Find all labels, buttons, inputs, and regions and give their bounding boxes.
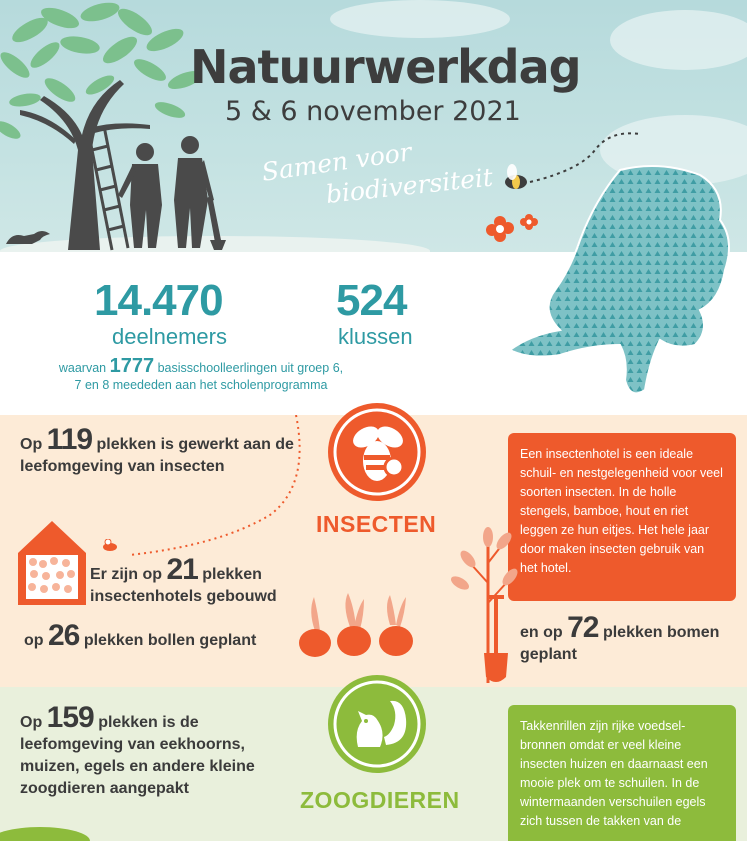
participants-value: 14.470 [94,276,223,325]
leaf-decoration [0,817,90,841]
slogan-line2: biodiversiteit [324,162,495,209]
squirrel-badge-icon [328,675,426,773]
insects-bulbs-rest: plekken bollen geplant [83,632,257,649]
insects-info-box: Een insectenhotel is een ideale schuil- en nestgelegenheid voor veel soorten insecten. In de holle stengels, bamboe, hout en riet leggen ze hun eitjes. Het hele jaar door maken insecten gebruik van het hotel. [508,433,736,601]
note-text: basisschoolleerlingen uit groep 6, 7 en 8 meededen aan het scholenprogramma [74,361,344,392]
netherlands-map-icon [500,160,740,410]
insects-trees-prefix: en op [520,624,563,641]
insects-trees-number: 72 [567,611,599,644]
insects-hotels-prefix: Er zijn op [90,566,162,583]
insects-places-prefix: Op [20,436,43,453]
page-title: Natuurwerkdag [190,40,581,94]
insects-places-number: 119 [46,423,93,456]
shovel-icon [476,595,516,687]
event-date: 5 & 6 november 2021 [225,96,521,127]
bee-badge-icon [328,403,426,501]
mammals-places-text [20,701,300,800]
jobs-value: 524 [336,276,407,325]
insects-hotels-text [90,553,320,608]
squirrel-icon [2,222,54,248]
cloud [610,10,747,70]
cloud [330,0,510,38]
insects-places-text [20,423,300,478]
mammals-places-prefix: Op [20,714,43,731]
insects-bulbs-prefix: op [24,632,44,649]
mammals-places-number: 159 [46,701,94,734]
insects-section-label: INSECTEN [316,511,437,537]
bulb-icon [290,591,435,661]
tree-icon [0,0,240,252]
insects-bulbs-number: 26 [48,619,80,652]
insect-hotel-icon [16,519,88,607]
insects-section [0,415,747,687]
insects-badge [328,403,426,501]
school-note [56,355,346,394]
note-number: 1777 [109,355,155,377]
slogan-line1: Samen voor [259,137,414,187]
note-prefix: waarvan [58,361,107,375]
insects-places-rest: plekken is gewerkt aan de leefomgeving van insecten [20,436,294,475]
mammals-section [0,687,747,841]
participants-label: deelnemers [112,324,227,349]
small-bee-icon [100,539,120,553]
mammals-places-rest: plekken is de leefomgeving van eekhoorns, muizen, egels en andere kleine zoogdieren aangepakt [20,714,255,797]
insects-bulbs-text [24,619,304,652]
insects-trees-rest: plekken bomen geplant [520,624,720,663]
mammals-section-label: ZOOGDIEREN [300,787,460,813]
insects-hotels-rest: plekken insectenhotels gebouwd [90,566,277,605]
insects-hotels-number: 21 [166,553,198,586]
mammals-info-box: Takkenrillen zijn rijke voedsel-bronnen omdat er veel kleine insecten huizen en daarnaast een mooie plek om te schuilen. In de wintermaanden verschuilen egels zich tussen de takken van de [508,705,736,841]
insects-trees-text [520,611,740,666]
mammals-badge [328,675,426,773]
jobs-label: klussen [338,324,413,349]
people-silhouette-icon [118,136,226,250]
